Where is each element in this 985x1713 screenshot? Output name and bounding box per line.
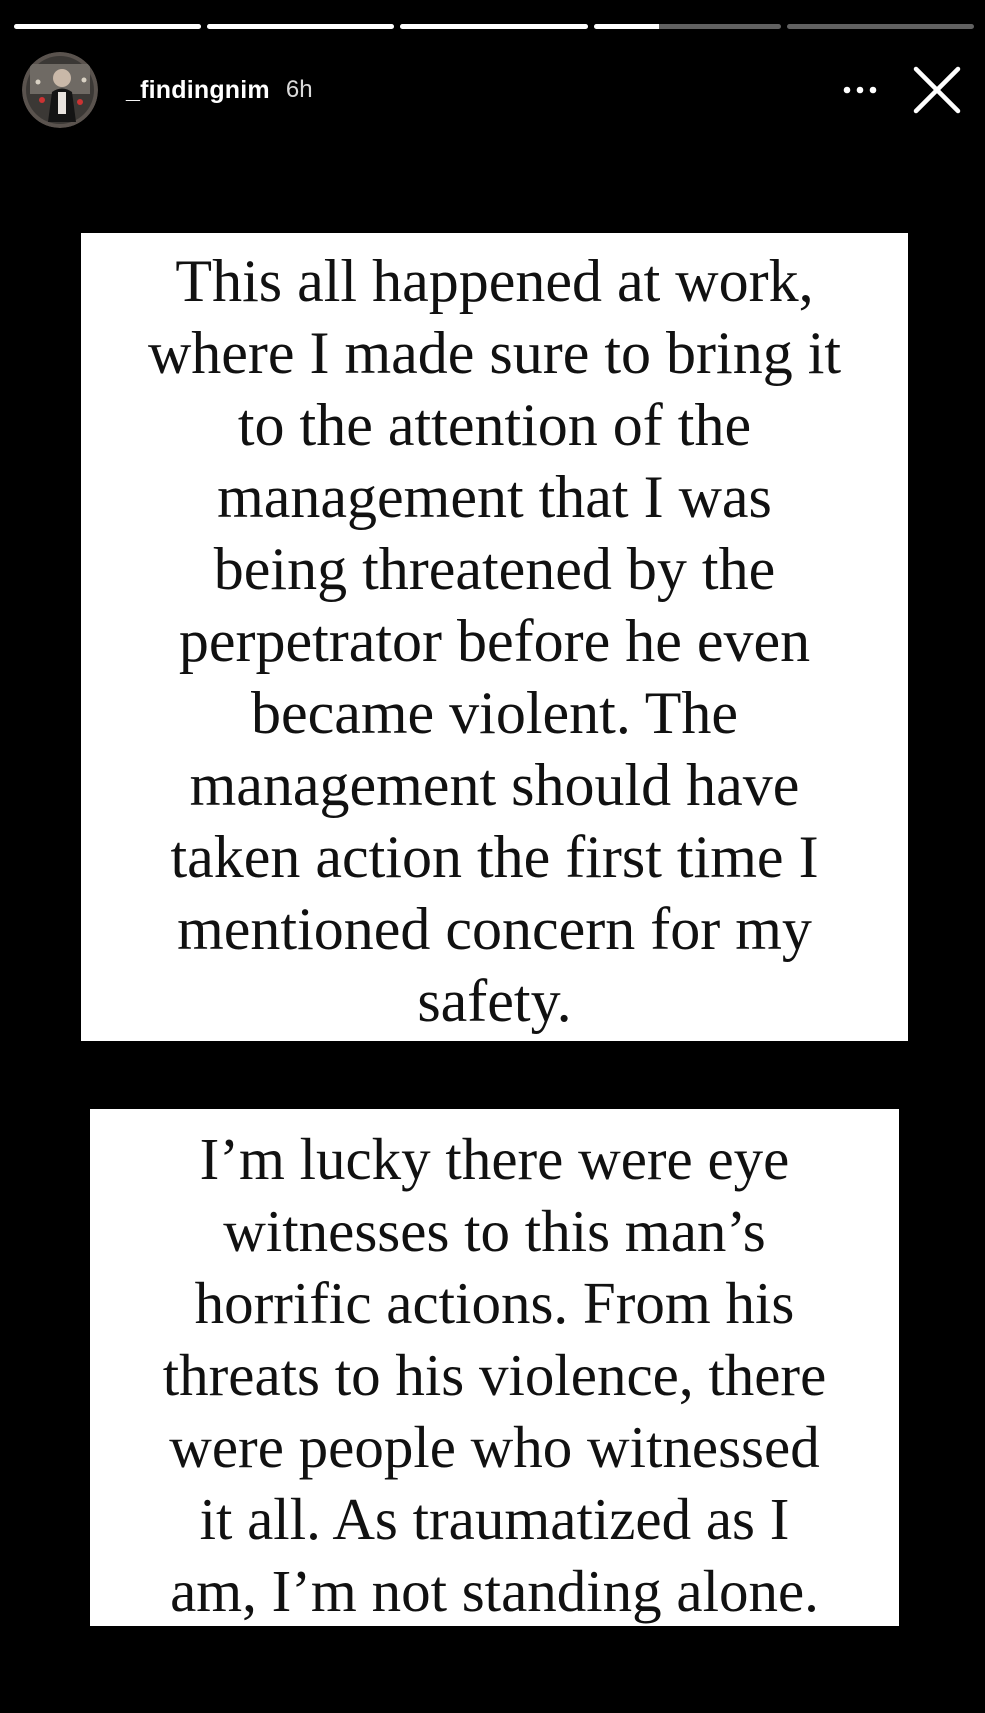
progress-segment [14,24,201,29]
text-line: witnesses to this man’s [223,1198,766,1264]
progress-segment [207,24,394,29]
avatar[interactable] [22,52,98,128]
text-line: were people who witnessed [169,1414,820,1480]
text-card-2 [90,1109,899,1626]
close-icon [912,65,962,115]
text-line: became violent. The [250,680,739,746]
progress-segment [400,24,587,29]
text-line: perpetrator before he even [178,608,811,674]
story-header [22,50,965,130]
text-line: to the attention of the [237,392,752,458]
text-line: I’m lucky there were eye [199,1126,790,1192]
text-line: am, I’m not standing alone. [170,1558,819,1624]
text-line: taken action the first time I [170,824,819,890]
text-line: safety. [417,968,572,1034]
more-options-button[interactable] [833,63,887,117]
text-line: This all happened at work, [175,248,814,314]
text-line: threats to his violence, there [162,1342,827,1408]
text-line: it all. As traumatized as I [199,1486,790,1552]
text-card-1 [81,233,908,1041]
username[interactable]: _findingnim [126,75,270,104]
close-button[interactable] [909,62,965,118]
progress-segment [787,24,974,29]
text-line: being threatened by the [213,536,776,602]
post-time: 6h [285,76,313,103]
text-line: where I made sure to bring it [147,320,842,386]
text-line: management that I was [217,464,772,530]
more-horizontal-icon [840,85,880,95]
story-progress-bar [14,24,974,29]
text-line: management should have [189,752,800,818]
text-line: horrific actions. From his [194,1270,795,1336]
progress-segment [594,24,781,29]
text-line: mentioned concern for my [177,896,812,962]
